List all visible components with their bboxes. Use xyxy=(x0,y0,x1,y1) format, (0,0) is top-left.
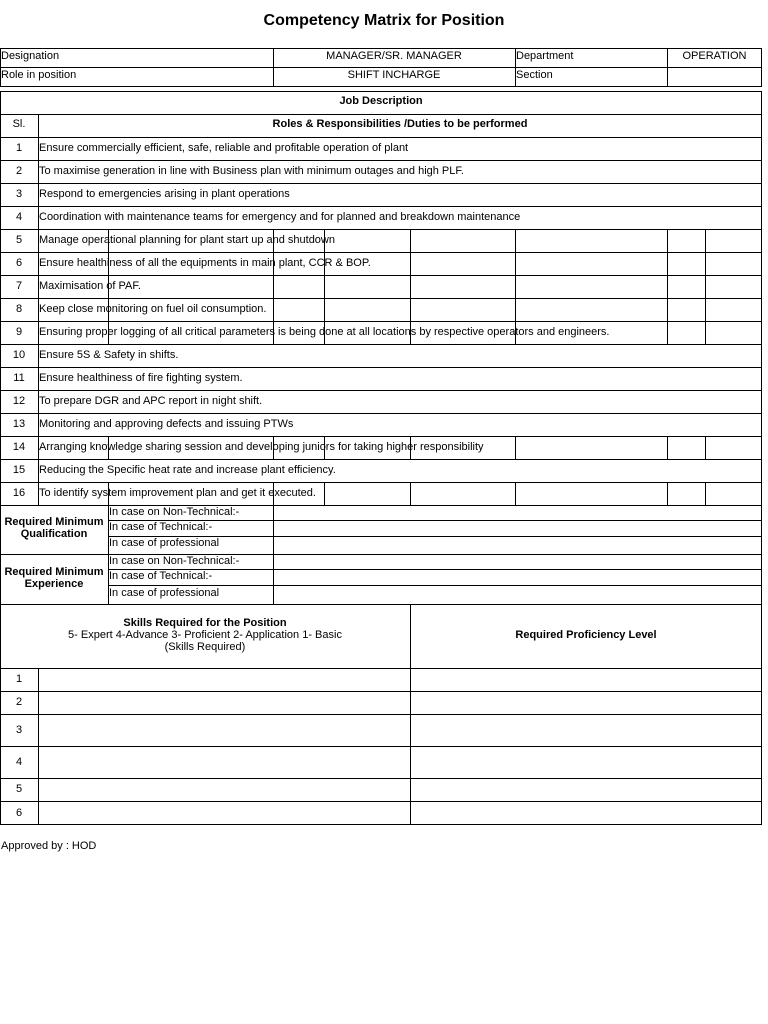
experience-label-1: Required Minimum xyxy=(4,566,104,578)
qualification-non-technical: In case on Non-Technical:- xyxy=(109,506,240,518)
duty-number: 8 xyxy=(15,303,23,315)
experience-label-2: Experience xyxy=(24,578,84,590)
duty-text: To maximise generation in line with Business plan with minimum outages and high PLF. xyxy=(39,165,464,177)
duty-number: 2 xyxy=(15,165,23,177)
approved-by: Approved by : HOD xyxy=(1,840,97,852)
qualification-label-1: Required Minimum xyxy=(4,516,104,528)
department-label: Department xyxy=(516,50,574,62)
section-label: Section xyxy=(516,69,553,81)
proficiency-heading: Required Proficiency Level xyxy=(515,629,657,641)
duty-text: Keep close monitoring on fuel oil consumption. xyxy=(39,303,267,315)
duty-number: 14 xyxy=(12,441,26,453)
skill-row-number: 1 xyxy=(15,673,23,685)
skill-row-number: 3 xyxy=(15,724,23,736)
duty-text: Manage operational planning for plant start up and shutdown xyxy=(39,234,335,246)
duty-number: 11 xyxy=(13,372,25,384)
duty-text: To identify system improvement plan and get it executed. xyxy=(39,487,316,499)
duty-number: 4 xyxy=(15,211,23,223)
skills-sub: (Skills Required) xyxy=(164,641,246,653)
duty-text: Coordination with maintenance teams for emergency and for planned and breakdown maintenance xyxy=(39,211,521,223)
duty-number: 6 xyxy=(15,257,23,269)
qualification-label-2: Qualification xyxy=(20,528,88,540)
duty-number: 1 xyxy=(15,142,23,154)
duty-text: Arranging knowledge sharing session and developing juniors for taking higher responsibility xyxy=(39,441,484,453)
duty-text: Ensuring proper logging of all critical parameters is being done at all locations by respective operators and engineers. xyxy=(39,326,610,338)
duty-number: 12 xyxy=(12,395,26,407)
duty-text: Ensure healthiness of all the equipments in main plant, CCR & BOP. xyxy=(39,257,371,269)
duty-number: 7 xyxy=(15,280,23,292)
duty-number: 13 xyxy=(12,418,26,430)
role-value: SHIFT INCHARGE xyxy=(347,69,441,81)
duty-text: Monitoring and approving defects and issuing PTWs xyxy=(39,418,294,430)
qualification-professional: In case of professional xyxy=(109,537,220,549)
sl-label: Sl. xyxy=(12,118,26,130)
qualification-technical: In case of Technical:- xyxy=(109,521,213,533)
duty-text: Ensure healthiness of fire fighting system. xyxy=(39,372,243,384)
skill-row-number: 5 xyxy=(15,783,23,795)
duty-text: Ensure 5S & Safety in shifts. xyxy=(39,349,179,361)
duty-number: 15 xyxy=(12,464,26,476)
experience-professional: In case of professional xyxy=(109,587,220,599)
skill-row-number: 6 xyxy=(15,807,23,819)
skill-row-number: 2 xyxy=(15,696,23,708)
designation-label: Designation xyxy=(1,50,60,62)
duty-number: 5 xyxy=(15,234,23,246)
duty-text: Maximisation of PAF. xyxy=(39,280,141,292)
skills-scale: 5- Expert 4-Advance 3- Proficient 2- Application 1- Basic xyxy=(68,629,342,641)
job-description-heading: Job Description xyxy=(339,95,423,107)
designation-value: MANAGER/SR. MANAGER xyxy=(326,50,462,62)
duty-text: To prepare DGR and APC report in night shift. xyxy=(39,395,263,407)
duty-text: Ensure commercially efficient, safe, reliable and profitable operation of plant xyxy=(39,142,409,154)
duty-text: Reducing the Specific heat rate and increase plant efficiency. xyxy=(39,464,336,476)
duty-number: 3 xyxy=(15,188,23,200)
roles-heading: Roles & Responsibilities /Duties to be performed xyxy=(272,118,528,130)
experience-non-technical: In case on Non-Technical:- xyxy=(109,555,240,567)
duty-number: 9 xyxy=(15,326,23,338)
experience-technical: In case of Technical:- xyxy=(109,570,213,582)
duty-number: 16 xyxy=(12,487,26,499)
skills-heading: Skills Required for the Position xyxy=(123,617,287,629)
duty-text: Respond to emergencies arising in plant operations xyxy=(39,188,290,200)
skill-row-number: 4 xyxy=(15,756,23,768)
role-label: Role in position xyxy=(1,69,77,81)
department-value: OPERATION xyxy=(682,50,747,62)
duty-number: 10 xyxy=(12,349,26,361)
page-title: Competency Matrix for Position xyxy=(263,12,505,29)
